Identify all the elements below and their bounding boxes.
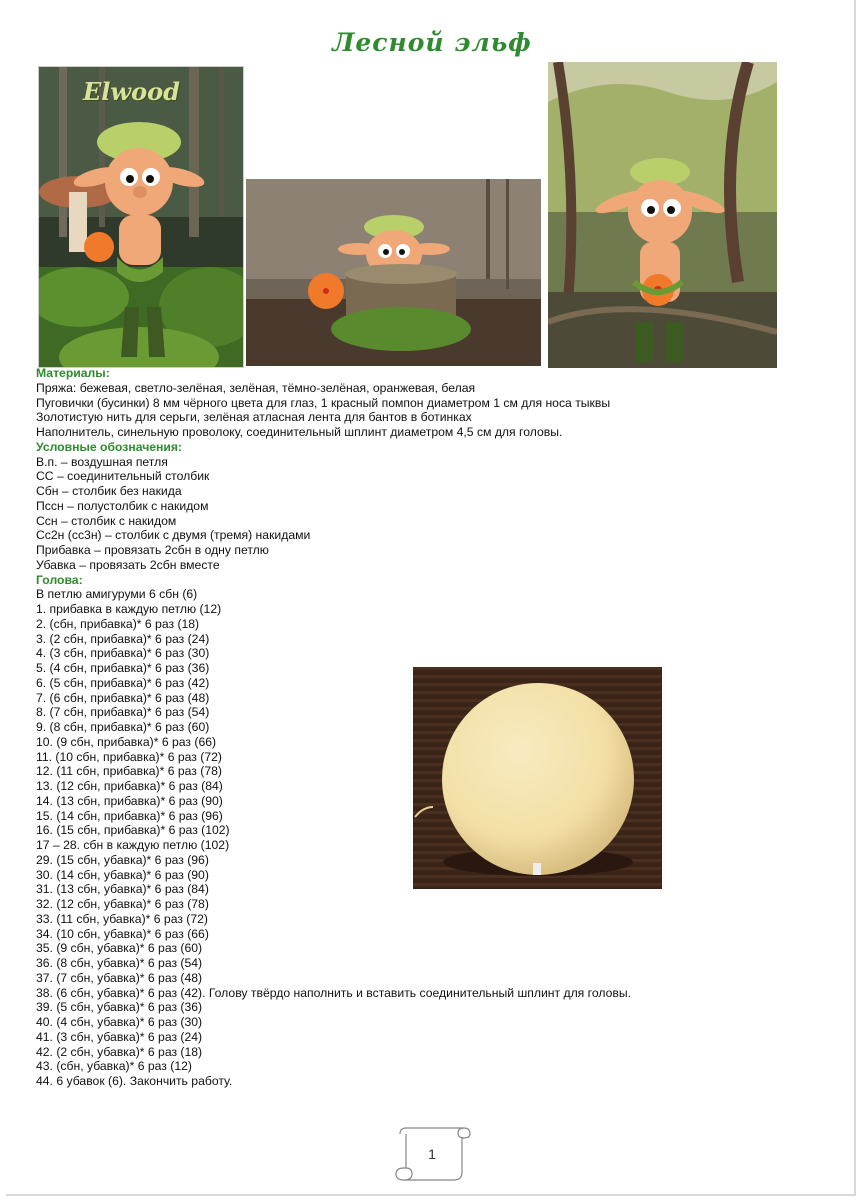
head-section xyxy=(36,573,836,1089)
head-heading: Голова: xyxy=(36,572,83,587)
head-row: 7. (6 сбн, прибавка)* 6 раз (48) xyxy=(36,690,210,705)
head-row: 31. (13 сбн, убавка)* 6 раз (84) xyxy=(36,882,209,897)
head-row: 33. (11 сбн, убавка)* 6 раз (72) xyxy=(36,911,208,926)
head-row: 34. (10 сбн, убавка)* 6 раз (66) xyxy=(36,926,209,941)
head-row: 6. (5 сбн, прибавка)* 6 раз (42) xyxy=(36,675,210,690)
legend-section xyxy=(36,440,836,573)
head-row: 13. (12 сбн, прибавка)* 6 раз (84) xyxy=(36,779,223,793)
head-row: 30. (14 сбн, убавка)* 6 раз (90) xyxy=(36,867,209,882)
head-row: 10. (9 сбн, прибавка)* 6 раз (66) xyxy=(36,734,217,749)
legend-line: Ссн – столбик с накидом xyxy=(36,513,177,528)
elf-photo-forest xyxy=(38,66,244,368)
head-row: 35. (9 сбн, убавка)* 6 раз (60) xyxy=(36,941,203,956)
head-row: 42. (2 сбн, убавка)* 6 раз (18) xyxy=(36,1044,203,1059)
head-row: 4. (3 сбн, прибавка)* 6 раз (30) xyxy=(36,646,210,661)
materials-line: Наполнитель, синельную проволоку, соединительный шплинт диаметром 4,5 см для головы. xyxy=(36,425,563,439)
materials-section xyxy=(36,366,836,440)
head-row: В петлю амигуруми 6 сбн (6) xyxy=(36,587,198,602)
elf-photo-stump xyxy=(246,179,541,366)
head-row: 9. (8 сбн, прибавка)* 6 раз (60) xyxy=(36,720,210,734)
materials-line: Золотистую нить для серьги, зелёная атласная лента для бантов в ботинках xyxy=(36,410,472,425)
materials-line: Пряжа: бежевая, светло-зелёная, зелёная, тёмно-зелёная, оранжевая, белая xyxy=(36,380,476,395)
head-row: 29. (15 сбн, убавка)* 6 раз (96) xyxy=(36,852,209,867)
head-row: 11. (10 сбн, прибавка)* 6 раз (72) xyxy=(36,749,222,764)
materials-line: Пуговички (бусинки) 8 мм чёрного цвета для глаз, 1 красный помпон диаметром 1 см для носа тыквы xyxy=(36,395,611,410)
head-row: 15. (14 сбн, прибавка)* 6 раз (96) xyxy=(36,808,223,823)
head-row: 1. прибавка в каждую петлю (12) xyxy=(36,602,222,616)
legend-line: Сбн – столбик без накида xyxy=(36,484,182,498)
head-row: 14. (13 сбн, прибавка)* 6 раз (90) xyxy=(36,793,223,808)
legend-line: Пссн – полустолбик с накидом xyxy=(36,498,209,513)
legend-line: Убавка – провязать 2сбн вместе xyxy=(36,557,220,572)
legend-heading: Условные обозначения: xyxy=(36,439,183,454)
head-row: 44. 6 убавок (6). Закончить работу. xyxy=(36,1074,233,1088)
head-row: 39. (5 сбн, убавка)* 6 раз (36) xyxy=(36,1000,203,1015)
head-row: 3. (2 сбн, прибавка)* 6 раз (24) xyxy=(36,631,210,646)
legend-line: СС – соединительный столбик xyxy=(36,469,210,484)
head-row: 5. (4 сбн, прибавка)* 6 раз (36) xyxy=(36,661,210,675)
legend-line: В.п. – воздушная петля xyxy=(36,454,168,469)
legend-line: Сс2н (сс3н) – столбик с двумя (тремя) накидами xyxy=(36,528,311,543)
photo-caption: Elwood xyxy=(83,77,180,106)
head-row: 40. (4 сбн, убавка)* 6 раз (30) xyxy=(36,1015,203,1029)
head-row: 8. (7 сбн, прибавка)* 6 раз (54) xyxy=(36,705,210,720)
legend-line: Прибавка – провязать 2сбн в одну петлю xyxy=(36,543,269,557)
head-row: 37. (7 сбн, убавка)* 6 раз (48) xyxy=(36,970,203,985)
page-number-scroll xyxy=(392,1126,472,1182)
head-row: 43. (сбн, убавка)* 6 раз (12) xyxy=(36,1059,192,1074)
elf-photo-pine-forest xyxy=(548,62,777,368)
pattern-text xyxy=(36,366,836,1089)
head-row: 36. (8 сбн, убавка)* 6 раз (54) xyxy=(36,956,203,970)
head-row: 41. (3 сбн, убавка)* 6 раз (24) xyxy=(36,1029,203,1044)
head-row: 32. (12 сбн, убавка)* 6 раз (78) xyxy=(36,897,209,911)
materials-heading: Материалы: xyxy=(36,366,110,380)
page-title: Лесной эльф xyxy=(332,28,532,57)
page-number: 1 xyxy=(428,1146,436,1162)
head-row: 16. (15 сбн, прибавка)* 6 раз (102) xyxy=(36,823,230,838)
head-row: 12. (11 сбн, прибавка)* 6 раз (78) xyxy=(36,764,222,779)
head-row: 17 – 28. сбн в каждую петлю (102) xyxy=(36,838,230,852)
head-row: 38. (6 сбн, убавка)* 6 раз (42). Голову твёрдо наполнить и вставить соединительный шплинт для головы. xyxy=(36,985,632,1000)
head-row: 2. (сбн, прибавка)* 6 раз (18) xyxy=(36,616,200,631)
